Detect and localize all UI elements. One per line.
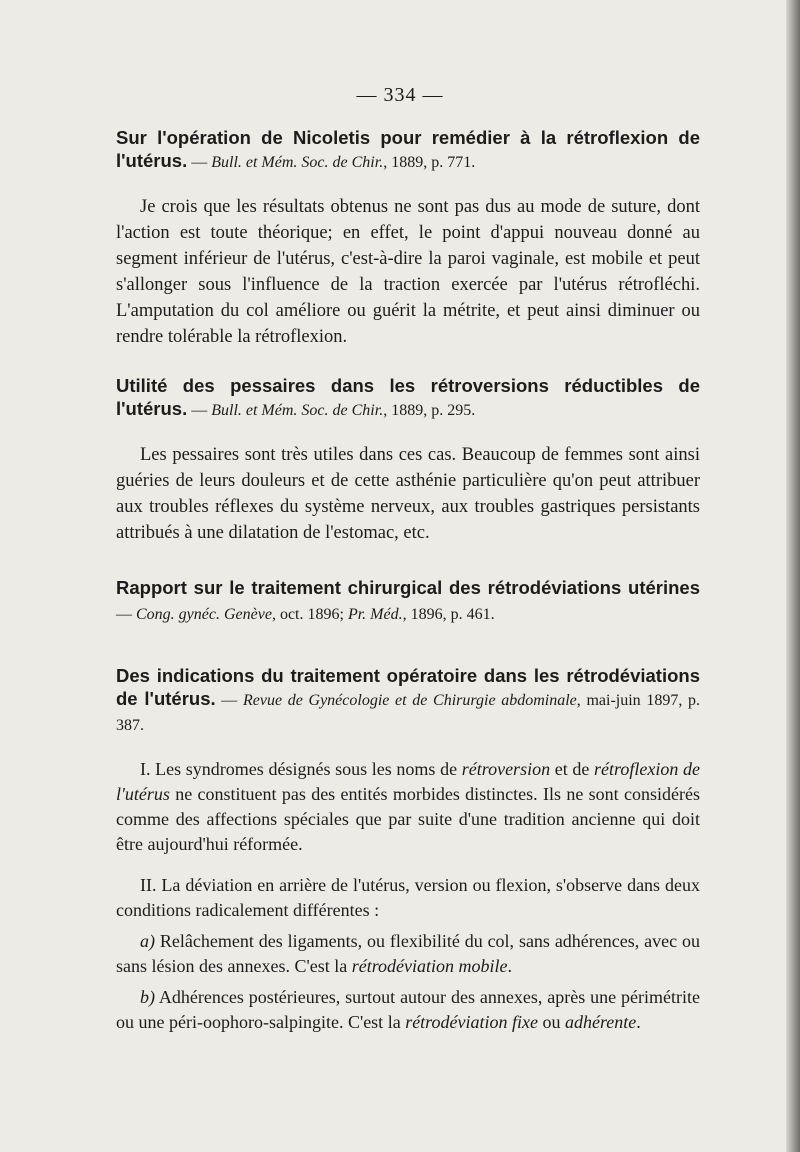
item-label: a) bbox=[140, 931, 155, 951]
ref-journal: Bull. et Mém. Soc. de Chir. bbox=[211, 402, 384, 419]
ref-separator: — bbox=[187, 154, 212, 171]
ref-journal: Pr. Méd. bbox=[347, 606, 403, 623]
section-ii-paragraph: II. La déviation en arrière de l'utérus, version ou flexion, s'observe dans deux conditions radicalement différentes : bbox=[116, 875, 700, 920]
ref-details: , 1896, p. 461. bbox=[402, 606, 495, 623]
item-label: b) bbox=[140, 987, 155, 1007]
entry-pessaires bbox=[116, 374, 700, 546]
entry-title bbox=[116, 576, 700, 626]
section-i-paragraph: I. Les syndromes désignés sous les noms de rétroversion et de rétroflexion de l'utérus ne constituent pas des entités morbides distinctes. Ils ne sont considérés comme des affections spéciales que par suite d'une tradition ancienne qui doit être aujourd'hui réformée. bbox=[116, 759, 701, 854]
ref-separator: — bbox=[187, 402, 212, 419]
entry-title bbox=[116, 374, 700, 422]
ref-details: , 1889, p. 295. bbox=[383, 402, 476, 419]
entry-reference bbox=[187, 402, 475, 419]
ref-separator: — bbox=[215, 692, 243, 709]
entry-paragraph: Je crois que les résultats obtenus ne sont pas dus au mode de suture, dont l'action est toute théorique; en effet, le point d'appui nouveau donné au segment inférieur de l'utérus, c'est-à-dire la paroi vaginale, est mobile et peut s'allonger sous l'influence de la traction exercée par l'utérus rétrofléchi. L'amputation du col améliore ou guérit la métrite, et peut ainsi diminuer ou rendre tolérable la rétroflexion. bbox=[116, 197, 700, 347]
entry-title-text: Des indications du traitement opératoire dans les rétrodéviations de l'utérus. bbox=[116, 665, 700, 709]
entry-indications bbox=[116, 664, 700, 1035]
ref-details: , oct. 1896; bbox=[271, 606, 348, 623]
page-edge-shadow bbox=[786, 0, 800, 1152]
page-number: — 334 — bbox=[356, 84, 444, 106]
ref-congress: Cong. gynéc. Genève bbox=[136, 606, 272, 623]
entry-title-text: Rapport sur le traitement chirurgical des rétrodéviations utérines bbox=[116, 577, 700, 598]
ref-details: , mai-juin 1897, p. 387. bbox=[116, 692, 701, 734]
term-retroversion: rétroversion bbox=[461, 759, 551, 779]
ref-details: , 1889, p. 771. bbox=[383, 154, 476, 171]
entry-reference bbox=[187, 154, 475, 171]
entry-title bbox=[116, 664, 700, 737]
term-retroflexion: rétroflexion de l'utérus bbox=[116, 759, 701, 804]
term-retrodeviation-mobile: rétrodéviation mobile bbox=[351, 956, 508, 976]
entry-nicoletis bbox=[116, 126, 700, 350]
entry-title bbox=[116, 126, 700, 174]
entry-paragraph: Les pessaires sont très utiles dans ces cas. Beaucoup de femmes sont ainsi guéries de leurs douleurs et de cette asthénie particulière qu'on peut attribuer aux troubles réflexes du système nerveux, aux troubles gastriques persistants attribués à une dilatation de l'estomac, etc. bbox=[116, 445, 700, 543]
entry-reference bbox=[116, 606, 495, 623]
term-retrodeviation-fixe: rétrodéviation fixe bbox=[405, 1012, 538, 1032]
term-adherente: adhérente bbox=[564, 1012, 637, 1032]
entry-rapport bbox=[116, 576, 700, 626]
item-b-paragraph: b) Adhérences postérieures, surtout autour des annexes, après une périmétrite ou une péri-oophoro-salpingite. C'est la rétrodéviation fixe ou adhérente. bbox=[116, 987, 700, 1032]
ref-separator: — bbox=[116, 606, 136, 623]
entry-title-text: Sur l'opération de Nicoletis pour remédier à la rétroflexion de l'utérus. bbox=[116, 127, 700, 171]
ref-journal: Revue de Gynécologie et de Chirurgie abdominale bbox=[242, 692, 577, 709]
item-a-paragraph: a) Relâchement des ligaments, ou flexibilité du col, sans adhérences, avec ou sans lésion des annexes. C'est la rétrodéviation mobile. bbox=[116, 931, 700, 976]
entry-title-text: Utilité des pessaires dans les rétroversions réductibles de l'utérus. bbox=[116, 375, 700, 419]
ref-journal: Bull. et Mém. Soc. de Chir. bbox=[211, 154, 384, 171]
